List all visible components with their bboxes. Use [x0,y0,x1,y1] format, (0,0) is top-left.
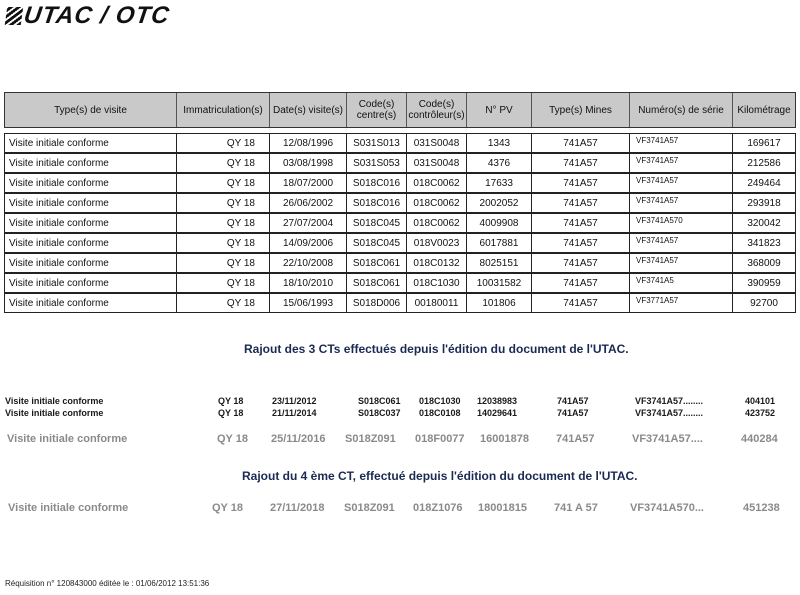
table-row [4,213,796,233]
added-type-visite: Visite initiale conforme [7,433,128,445]
added-code-controleur: 018Z1076 [413,502,463,514]
cell-type-mines: 741A57 [532,134,630,152]
added-date-visite: 27/11/2018 [270,502,325,514]
cell-numero-pv: 2002052 [467,194,532,212]
cell-numero-pv: 8025151 [467,254,532,272]
cell-kilometrage: 368009 [747,257,781,269]
added-numero-serie: VF3741A57........ [635,396,704,406]
cell-immatriculation: QY 18 [177,294,270,312]
added-numero-pv: 14029641 [477,408,518,418]
header-numero-pv: N° PV [467,93,532,127]
cell-code-controleur: 018C1030 [407,274,467,292]
cell-numero-serie: VF3741A57 [630,234,733,252]
added-numero-serie: VF3741A570... [630,502,704,514]
cell-code-controleur: 018V0023 [407,234,467,252]
cell-code-centre: S018C016 [347,174,407,192]
requisition-footer: Réquisition n° 120843000 éditée le : 01/06/2012 13:51:36 [5,579,210,588]
utac-otc-logo [4,2,171,30]
table-row [4,273,796,293]
cell-type-mines: 741A57 [532,274,630,292]
added-type-mines: 741A57 [557,396,589,406]
added-code-controleur: 018F0077 [415,433,465,445]
added-code-centre: S018Z091 [344,502,395,514]
cell-numero-pv: 4009908 [467,214,532,232]
cell-kilometrage: 212586 [747,157,781,169]
table-row [4,193,796,213]
cell-type-visite: Visite initiale conforme [5,234,177,252]
cell-type-visite: Visite initiale conforme [5,154,177,172]
header-code-controleur: Code(s) contrôleur(s) [407,93,467,127]
cell-code-controleur: 018C0062 [407,174,467,192]
cell-type-visite: Visite initiale conforme [5,214,177,232]
added-immatriculation: QY 18 [217,433,248,445]
added-numero-pv: 12038983 [477,396,518,406]
added-numero-serie: VF3741A57.... [632,433,703,445]
cell-type-mines: 741A57 [532,174,630,192]
added-date-visite: 21/11/2014 [272,408,317,418]
cell-type-mines: 741A57 [532,154,630,172]
cell-numero-pv: 10031582 [467,274,532,292]
added-numero-pv: 16001878 [480,433,529,445]
logo-text: UTAC / OTC [22,2,172,29]
table-row [4,173,796,193]
cell-kilometrage: 293918 [747,197,781,209]
added-kilometrage: 404101 [745,396,776,406]
cell-type-visite: Visite initiale conforme [5,174,177,192]
cell-date-visite: 14/09/2006 [270,234,347,252]
cell-type-mines: 741A57 [532,214,630,232]
cell-numero-serie: VF3771A57 [630,294,733,312]
cell-type-visite: Visite initiale conforme [5,194,177,212]
cell-numero-serie: VF3741A57 [630,194,733,212]
added-kilometrage: 423752 [745,408,776,418]
note-added-fourth-ct: Rajout du 4 ème CT, effectué depuis l'édition du document de l'UTAC. [242,469,638,483]
cell-date-visite: 03/08/1998 [270,154,347,172]
cell-numero-pv: 17633 [467,174,532,192]
added-record-row [0,408,800,422]
cell-type-mines: 741A57 [532,234,630,252]
added-immatriculation: QY 18 [218,396,244,406]
cell-type-visite: Visite initiale conforme [5,274,177,292]
header-kilometrage: Kilométrage [737,104,791,116]
cell-code-centre: S031S013 [347,134,407,152]
added-type-mines: 741 A 57 [554,502,598,514]
cell-numero-pv: 4376 [467,154,532,172]
cell-immatriculation: QY 18 [177,274,270,292]
cell-date-visite: 26/06/2002 [270,194,347,212]
added-kilometrage: 451238 [743,502,780,514]
note-added-three-cts: Rajout des 3 CTs effectués depuis l'édition du document de l'UTAC. [244,342,629,356]
cell-code-centre: S031S053 [347,154,407,172]
added-numero-pv: 18001815 [478,502,527,514]
added-immatriculation: QY 18 [212,502,243,514]
cell-date-visite: 22/10/2008 [270,254,347,272]
header-type-visite: Type(s) de visite [5,93,177,127]
cell-numero-serie: VF3741A57 [630,254,733,272]
cell-numero-serie: VF3741A5 [630,274,733,292]
cell-code-centre: S018C016 [347,194,407,212]
table-row [4,253,796,273]
added-date-visite: 25/11/2016 [271,433,326,445]
cell-type-visite: Visite initiale conforme [5,294,177,312]
added-code-centre: S018C037 [358,408,401,418]
cell-immatriculation: QY 18 [177,134,270,152]
cell-code-centre: S018D006 [347,294,407,312]
cell-code-centre: S018C045 [347,214,407,232]
cell-immatriculation: QY 18 [177,194,270,212]
header-type-mines: Type(s) Mines [532,93,630,127]
cell-numero-pv: 101806 [467,294,532,312]
table-row [4,233,796,253]
cell-immatriculation: QY 18 [177,214,270,232]
cell-kilometrage: 320042 [747,217,781,229]
cell-kilometrage: 169617 [747,137,781,149]
added-numero-serie: VF3741A57........ [635,408,704,418]
cell-type-mines: 741A57 [532,194,630,212]
added-code-centre: S018C061 [358,396,401,406]
cell-type-visite: Visite initiale conforme [5,134,177,152]
cell-immatriculation: QY 18 [177,154,270,172]
cell-type-visite: Visite initiale conforme [5,254,177,272]
added-code-controleur: 018C0108 [419,408,461,418]
cell-type-mines: 741A57 [532,254,630,272]
added-type-visite: Visite initiale conforme [5,408,104,418]
header-code-centre: Code(s) centre(s) [347,93,407,127]
header-immatriculation: Immatriculation(s) [177,93,270,127]
cell-numero-pv: 6017881 [467,234,532,252]
added-record-row [0,433,800,447]
header-numero-serie: Numéro(s) de série [630,93,733,127]
cell-code-controleur: 018C0062 [407,214,467,232]
cell-numero-pv: 1343 [467,134,532,152]
logo-stripes-icon [5,7,24,25]
cell-immatriculation: QY 18 [177,254,270,272]
cell-numero-serie: VF3741A570 [630,214,733,232]
cell-date-visite: 12/08/1996 [270,134,347,152]
table-header [4,92,796,128]
cell-code-centre: S018C061 [347,254,407,272]
cell-code-centre: S018C045 [347,234,407,252]
table-row [4,133,796,153]
added-type-mines: 741A57 [557,408,589,418]
cell-immatriculation: QY 18 [177,234,270,252]
added-type-mines: 741A57 [556,433,595,445]
cell-kilometrage: 92700 [750,297,778,309]
cell-code-controleur: 031S0048 [407,154,467,172]
cell-code-controleur: 031S0048 [407,134,467,152]
table-row [4,153,796,173]
cell-date-visite: 18/07/2000 [270,174,347,192]
cell-kilometrage: 390959 [747,277,781,289]
cell-numero-serie: VF3741A57 [630,134,733,152]
cell-date-visite: 15/06/1993 [270,294,347,312]
added-type-visite: Visite initiale conforme [5,396,104,406]
added-type-visite: Visite initiale conforme [8,502,129,514]
added-code-controleur: 018C1030 [419,396,461,406]
added-code-centre: S018Z091 [345,433,396,445]
added-record-row [0,502,800,516]
cell-kilometrage: 341823 [747,237,781,249]
cell-type-mines: 741A57 [532,294,630,312]
cell-code-controleur: 018C0132 [407,254,467,272]
cell-numero-serie: VF3741A57 [630,154,733,172]
cell-code-controleur: 00180011 [407,294,467,312]
table-row [4,293,796,313]
cell-code-controleur: 018C0062 [407,194,467,212]
cell-code-centre: S018C061 [347,274,407,292]
cell-kilometrage: 249464 [747,177,781,189]
cell-date-visite: 18/10/2010 [270,274,347,292]
cell-date-visite: 27/07/2004 [270,214,347,232]
added-immatriculation: QY 18 [218,408,244,418]
added-kilometrage: 440284 [741,433,778,445]
cell-immatriculation: QY 18 [177,174,270,192]
header-date-visite: Date(s) visite(s) [270,93,347,127]
added-date-visite: 23/11/2012 [272,396,317,406]
cell-numero-serie: VF3741A57 [630,174,733,192]
